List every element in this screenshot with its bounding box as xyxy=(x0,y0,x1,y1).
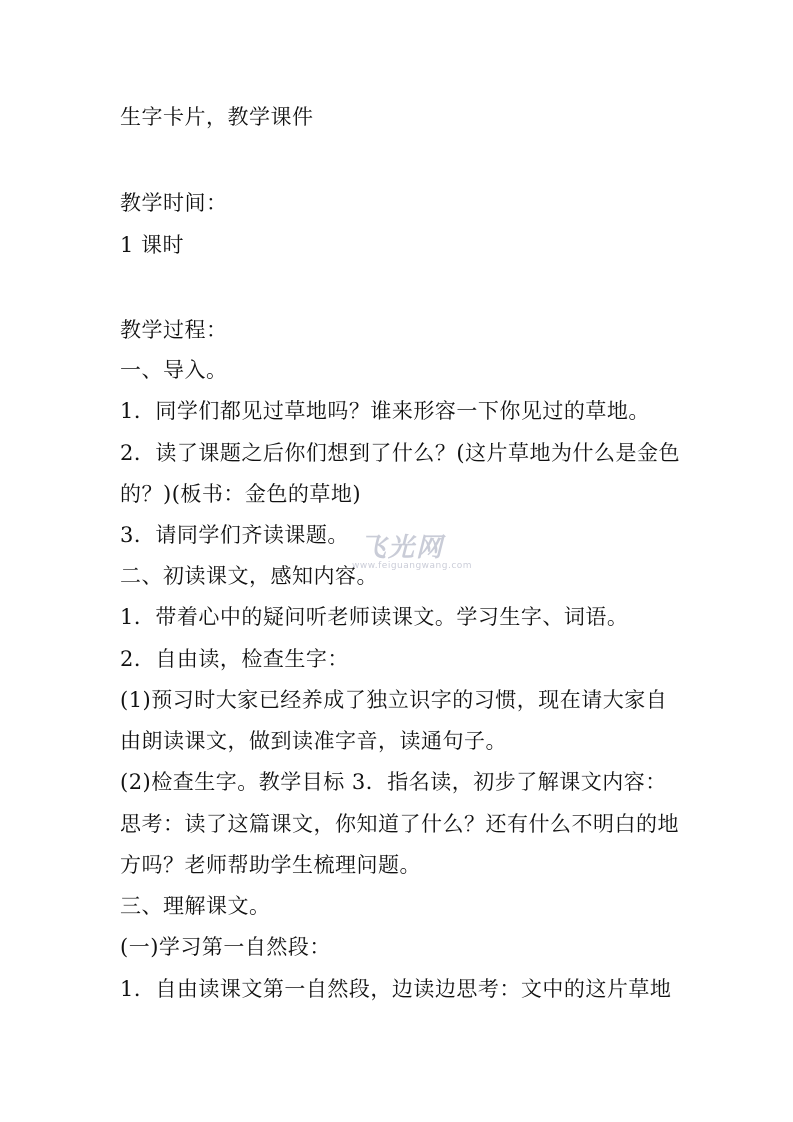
section-understanding-heading: 三、理解课文。 xyxy=(120,894,271,918)
paragraph-line: (2)检查生字。教学目标 3．指名读，初步了解课文内容： xyxy=(120,770,667,794)
watermark-logo: 飞光网 xyxy=(360,533,445,563)
section-reading-heading: 二、初读课文，感知内容。 xyxy=(120,564,378,588)
paragraph-line: 2．自由读，检查生字： xyxy=(120,647,349,671)
teaching-process-heading: 教学过程： xyxy=(120,318,228,342)
paragraph-line: 由朗读课文，做到读准字音，读通句子。 xyxy=(120,729,507,753)
materials-line: 生字卡片，教学课件 xyxy=(120,105,314,129)
teaching-time-heading: 教学时间： xyxy=(120,191,228,215)
section-intro-heading: 一、导入。 xyxy=(120,358,228,382)
paragraph-line: 的？)(板书：金色的草地) xyxy=(120,482,362,506)
paragraph-line: 1．自由读课文第一自然段，边读边思考：文中的这片草地 xyxy=(120,977,672,1001)
paragraph-line: (1)预习时大家已经养成了独立识字的习惯，现在请大家自 xyxy=(120,688,668,712)
teaching-time-value: 1 课时 xyxy=(120,233,185,257)
paragraph-line: 1．同学们都见过草地吗？谁来形容一下你见过的草地。 xyxy=(120,399,650,423)
paragraph-line: 1．带着心中的疑问听老师读课文。学习生字、词语。 xyxy=(120,605,629,629)
subsection-heading: (一)学习第一自然段： xyxy=(120,935,331,959)
paragraph-line: 方吗？老师帮助学生梳理问题。 xyxy=(120,853,421,877)
watermark xyxy=(352,527,473,587)
watermark-url: www.feiguangwang.com xyxy=(352,561,473,571)
paragraph-line: 3．请同学们齐读课题。 xyxy=(120,523,349,547)
paragraph-line: 2．读了课题之后你们想到了什么？(这片草地为什么是金色 xyxy=(120,441,681,465)
paragraph-line: 思考：读了这篇课文，你知道了什么？还有什么不明白的地 xyxy=(120,812,679,836)
